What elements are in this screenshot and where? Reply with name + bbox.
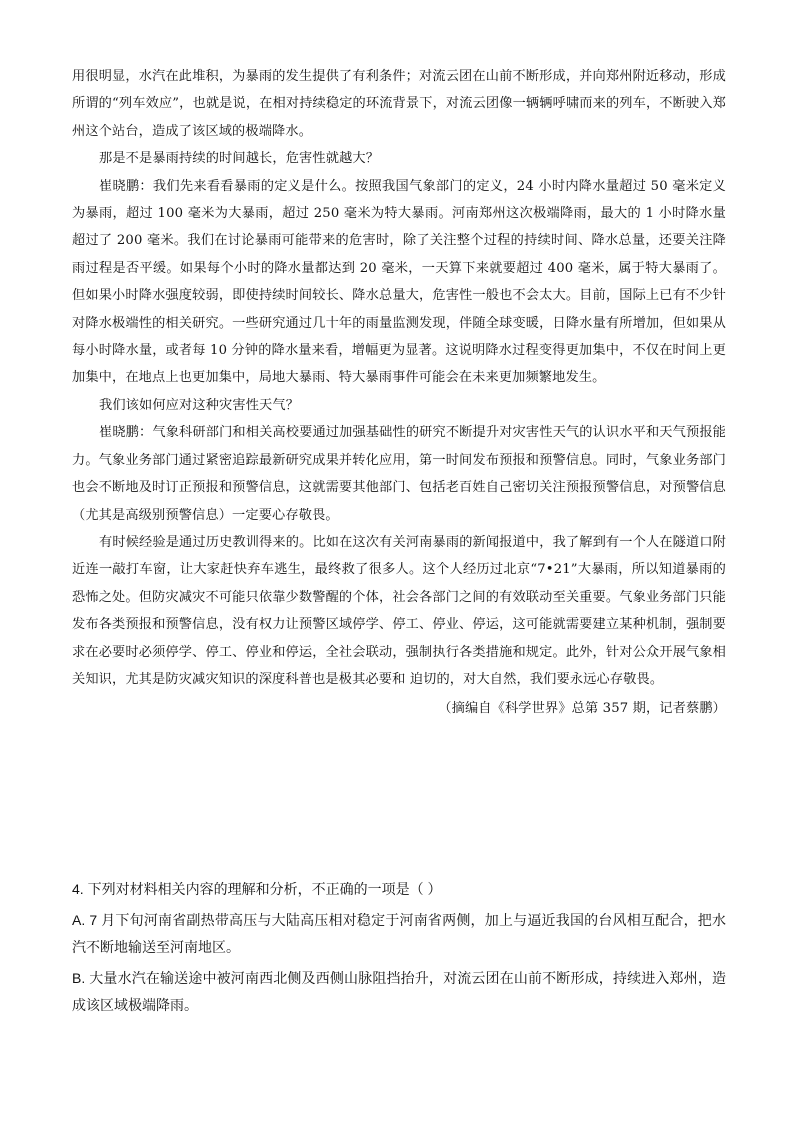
paragraph-answer-2: 崔晓鹏：气象科研部门和相关高校要通过加强基础性的研究不断提升对灾害性天气的认识水平和天气预报能力。气象业务部门通过紧密追踪最新研究成果并转化应用，第一时间发布预报和预警信息。同时，气象业务部门也会不断地及时订正预报和预警信息，这就需要其他部门、包括老百姓自己密切关注预报预警信息，对预警信息（尤其是高级别预警信息）一定要心存敬畏。	[72, 425, 726, 523]
paragraph-answer-3: 有时候经验是通过历史教训得来的。比如在这次有关河南暴雨的新闻报道中，我了解到有一个人在隧道口附近连一敲打车窗，让大家赶快弃车逃生，最终救了很多人。这个人经历过北京“7•21”大暴雨，所以知道暴雨的恐怖之处。但防灾减灾不可能只依靠少数警醒的个体，社会各部门之间的有效联动至关重要。气象业务部门只能发布各类预报和预警信息，没有权力让预警区域停学、停工、停业、停运，这可能就需要建立某种机制，强制要求在必要时必须停学、停工、停业和停运，全社会联动，强制执行各类措施和规定。此外，针对公众开展气象相关知识，尤其是防灾减灾知识的深度科普也是极其必要和 迫切的，对大自然，我们要永远心存敬畏。	[72, 534, 726, 687]
source-citation: （摘编自《科学世界》总第 357 期，记者蔡鹏）	[438, 701, 726, 717]
interview-question-2: 我们该如何应对这种灾害性天气？	[99, 397, 300, 413]
option-b: B. 大量水汽在输送途中被河南西北侧及西侧山脉阻挡抬升，对流云团在山前不断形成，持续进入郑州，造成该区域极端降雨。	[72, 969, 726, 1013]
interview-question-1: 那是不是暴雨持续的时间越长，危害性就越大？	[99, 151, 380, 167]
option-a: A. 7 月下旬河南省副热带高压与大陆高压相对稳定于河南省两侧，加上与逼近我国的台风相互配合，把水汽不断地输送至河南地区。	[72, 911, 726, 955]
question-section	[72, 876, 726, 1020]
paragraph-1: 用很明显，水汽在此堆积，为暴雨的发生提供了有利条件；对流云团在山前不断形成，并向郑州附近移动，形成所谓的“列车效应”，也就是说，在相对持续稳定的环流背景下，对流云团像一辆辆呼啸而来的列车，不断驶入郑州这个站台，造成了该区域的极端降水。	[72, 69, 726, 139]
paragraph-answer-1: 崔晓鹏：我们先来看看暴雨的定义是什么。按照我国气象部门的定义，24 小时内降水量超过 50 毫米定义为暴雨，超过 100 毫米为大暴雨，超过 250 毫米为特大暴雨。河南郑州这次极端降雨，最大的 1 小时降水量超过了 200 毫米。我们在讨论暴雨可能带来的危害时，除了关注整个过程的持续时间、降水总量，还要关注降雨过程是否平缓。如果每个小时的降水量都达到 20 毫米，一天算下来就要超过 400 毫米，属于特大暴雨了。但如果小时降水强度较弱，即使持续时间较长、降水总量大，危害性一般也不会太大。目前，国际上已有不少针对降水极端性的相关研究。一些研究通过几十年的雨量监测发现，伴随全球变暖，日降水量有所增加，但如果从每小时降水量，或者每 10 分钟的降水量来看，增幅更为显著。这说明降水过程变得更加集中，不仅在时间上更加集中，在地点上也更加集中，局地大暴雨、特大暴雨事件可能会在未来更加频繁地发生。	[72, 178, 726, 386]
article-body	[72, 63, 726, 723]
question-stem: 4. 下列对材料相关内容的理解和分析，不正确的一项是（ ）	[72, 881, 442, 897]
